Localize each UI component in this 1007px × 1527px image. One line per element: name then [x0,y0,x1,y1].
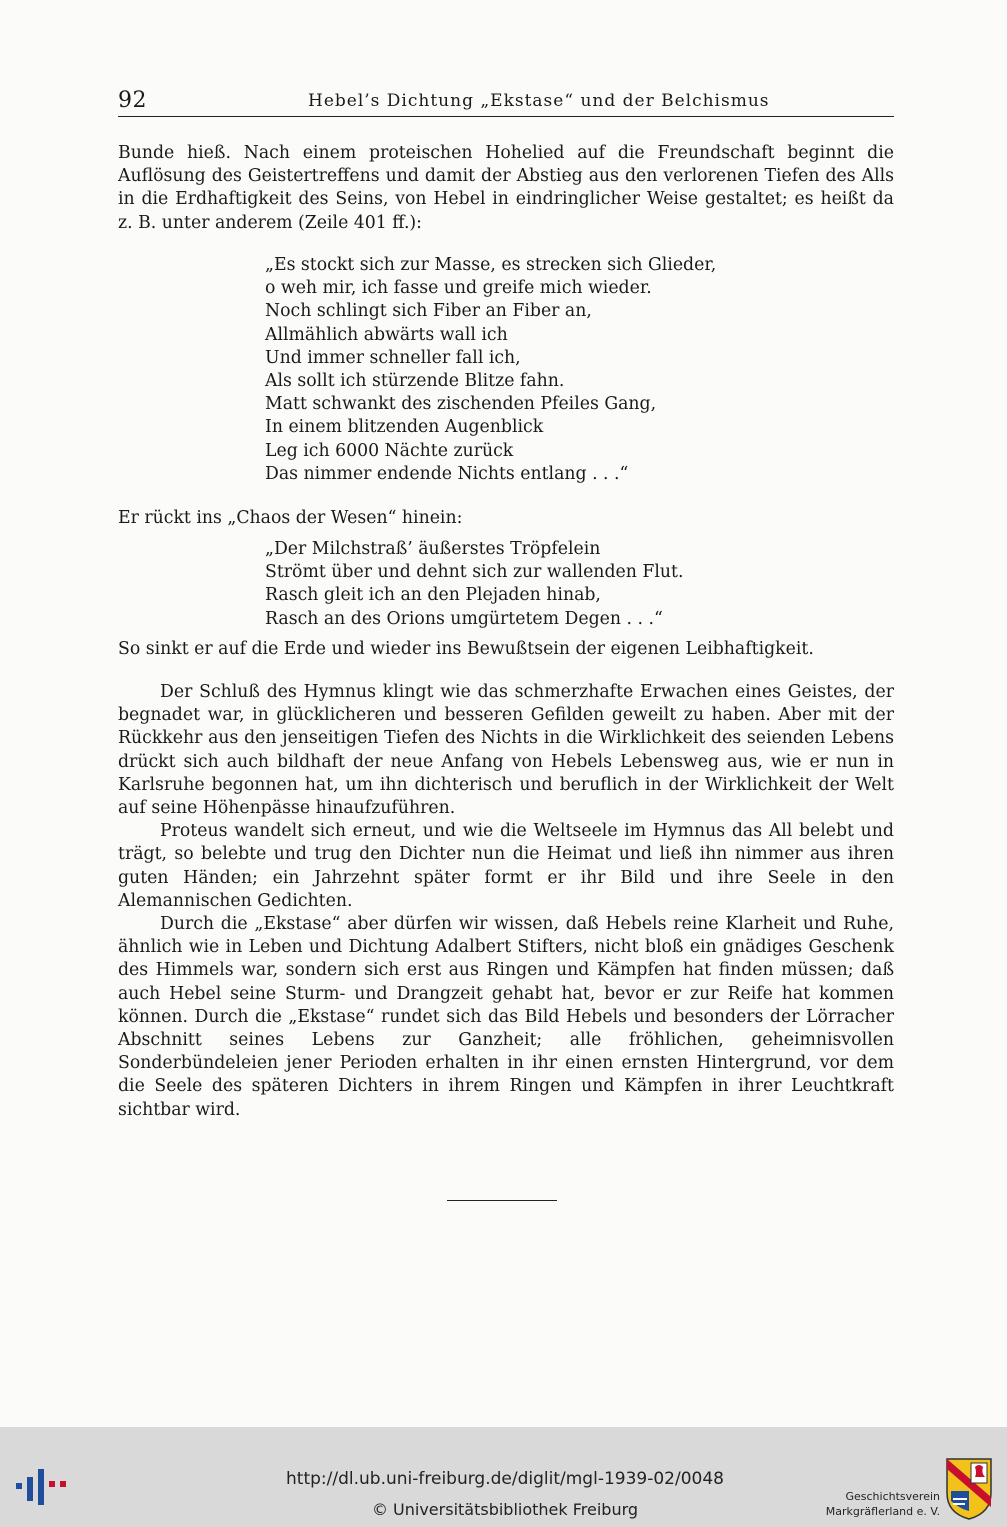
page-header [118,88,894,117]
viewer-footer [0,1427,1007,1527]
page-number: 92 [118,88,147,113]
verse-line: Und immer schneller fall ich, [265,347,521,368]
society-name [800,1489,940,1519]
sinkt-paragraph: So sinkt er auf die Erde und wieder ins Bewußtsein der eigenen Leibhaftigkeit. [118,639,814,659]
society-line-2: Markgräflerland e. V. [825,1505,940,1518]
verse-block-1 [265,254,865,486]
running-title: Hebel’s Dichtung „Ekstase“ und der Belchismus [308,91,770,111]
verse-line: Strömt über und dehnt sich zur wallenden Flut. [265,562,684,583]
chaos-paragraph: Er rückt ins „Chaos der Wesen“ hinein: [118,508,463,528]
verse-block-2 [265,538,865,631]
ekstase-paragraph: Durch die „Ekstase“ aber dürfen wir wissen, daß Hebels reine Klarheit und Ruhe, ähnlich wie in Leben und Dichtung Adalbert Stifters, nicht bloß ein gnädiges Geschenk des Himmels war, sondern sich erst aus Ringen und Kämpfen hat finden müssen; daß auch Hebel seine Sturm- und Drangzeit gehabt hat, bevor er zur Reife hat kommen können. Durch die „Ekstase“ rundet sich das Bild Hebels und besonders der Lörracher Abschnitt seines Lebens zur Ganzheit; alle fröhlichen, geheimnisvollen Sonderbündeleien jener Perioden erhalten in ihr einen ernsten Hintergrund, vor dem die Seele des späteren Dichters in ihrem Ringen und Kämpfen in ihrer Leuchtkraft sichtbar wird. [118,914,894,1120]
verse-line: „Der Milchstraß’ äußerstes Tröpfelein [265,539,601,559]
copyright-notice: © Universitätsbibliothek Freiburg [371,1500,639,1519]
sinkt-paragraph-block [118,638,894,661]
verse-line: Rasch an des Orions umgürtetem Degen . . .“ [265,608,663,629]
chaos-paragraph-block [118,507,894,530]
verse-line: Leg ich 6000 Nächte zurück [265,440,514,461]
society-line-1: Geschichtsverein [845,1490,940,1503]
verse-line: Das nimmer endende Nichts entlang . . .“ [265,463,629,484]
intro-paragraph: Bunde hieß. Nach einem proteischen Hohelied auf die Freundschaft beginnt die Auflösung des Geistertreffens und damit der Abstieg aus den verlorenen Tiefen des Alls in die Erdhaftigkeit des Seins, von Hebel in eindringlicher Weise gestaltet; es heißt da z. B. unter anderem (Zeile 401 ff.): [118,143,894,233]
verse-line: Allmählich abwärts wall ich [265,324,508,345]
document-url-link[interactable]: http://dl.ub.uni-freiburg.de/diglit/mgl-1939-02/0048 [286,1469,724,1489]
verse-line: Noch schlingt sich Fiber an Fiber an, [265,301,592,322]
verse-line: Als sollt ich stürzende Blitze fahn. [265,371,565,392]
coat-of-arms-icon [945,1457,993,1521]
verse-line: In einem blitzenden Augenblick [265,417,544,438]
intro-paragraph-block [118,142,894,235]
verse-line: Matt schwankt des zischenden Pfeiles Gang, [265,394,657,415]
verse-line: „Es stockt sich zur Masse, es strecken sich Glieder, [265,255,717,275]
main-paragraphs [118,681,894,1122]
proteus-paragraph: Proteus wandelt sich erneut, und wie die Weltseele im Hymnus das All belebt und trägt, so belebte und trug den Dichter nun die Heimat und ließ ihn nimmer aus ihren guten Händen; ein Jahrzehnt später formt er ihr Bild und ihre Seele in den Alemannischen Gedichten. [118,821,894,911]
closing-rule [447,1200,557,1201]
library-logo-icon [16,1467,66,1505]
verse-line: o weh mir, ich fasse und greife mich wieder. [265,278,652,299]
verse-line: Rasch gleit ich an den Plejaden hinab, [265,585,601,606]
schluss-paragraph: Der Schluß des Hymnus klingt wie das schmerzhafte Erwachen eines Geistes, der begnadet war, in glücklicheren und besseren Gefilden geweilt zu haben. Aber mit der Rückkehr aus den jenseitigen Tiefen des Nichts in die Wirklichkeit des seienden Lebens drückt sich auch bildhaft der neue Anfang von Hebels Lebensweg aus, wie er nun in Karlsruhe begonnen hat, um ihn dichterisch und beruflich in der Wirklichkeit der Welt auf seine Höhenpässe hinaufzuführen. [118,682,894,819]
